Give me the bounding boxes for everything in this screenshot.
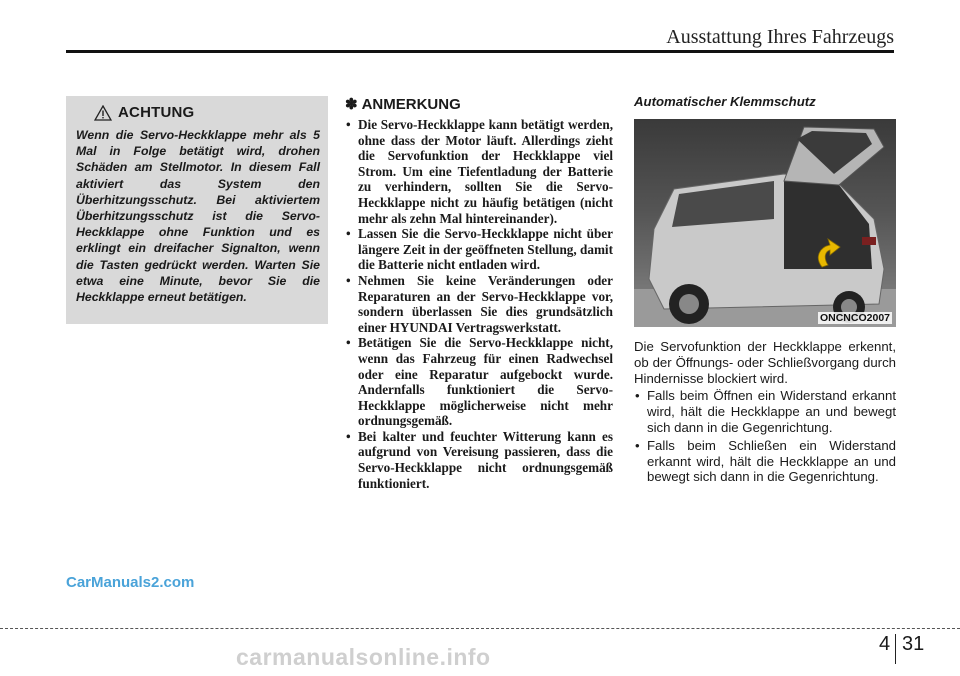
section-title: Automatischer Klemmschutz (634, 94, 816, 109)
note-item: • Die Servo-Heckklappe kann betätigt werden, ohne dass der Motor läuft. Allerdings zieht die Servofunktion der Heckklappe viel Strom. Um eine Tiefentladung der Batterie zu verhindern, sollten Sie die Servo-Heckklappe nicht zu häufig betätigen (nicht mehr als zehn Mal hintereinander). (345, 117, 613, 226)
note-item: • Betätigen Sie die Servo-Heckklappe nicht, wenn das Fahrzeug für einen Radwechsel oder eine Reparatur aufgebockt wurde. Andernfalls funktioniert die Servo-Heckklappe möglicherweise nicht mehr ordnungsgemäß. (345, 335, 613, 429)
note-item: • Bei kalter und feuchter Witterung kann es aufgrund von Vereisung passieren, dass die Servo-Heckklappe nicht ordnungsgemäß funktioniert. (345, 429, 613, 491)
note-title: ANMERKUNG (361, 95, 461, 113)
warning-heading (94, 104, 320, 121)
right-column (634, 94, 896, 487)
suv-tailgate-illustration (634, 119, 896, 327)
footer-dashed-line (0, 628, 960, 629)
intro-text: Die Servofunktion der Heckklappe erkennt, ob der Öffnungs- oder Schließvorgang durch Hindernisse blockiert wird. (634, 339, 896, 386)
right-list (634, 388, 896, 485)
watermark-top[interactable]: CarManuals2.com (66, 574, 195, 591)
note-item: • Lassen Sie die Servo-Heckklappe nicht über längere Zeit in der geöffneten Stellung, damit die Batterie nicht entladen wird. (345, 226, 613, 273)
image-id-label: ONCNCO2007 (819, 312, 890, 324)
note-symbol-icon: ✽ (345, 96, 358, 113)
section-number: 4 (879, 633, 891, 655)
right-list-item: • Falls beim Schließen ein Widerstand erkannt wird, hält die Heckklappe an und bewegt sich dann in die Gegenrichtung. (634, 438, 896, 485)
note-item: • Nehmen Sie keine Veränderungen oder Reparaturen an der Servo-Heckklappe vor, sondern überlassen Sie dies grundsätzlich einer HYUNDAI Vertragswerkstatt. (345, 273, 613, 335)
note-heading (345, 95, 613, 113)
page-number-divider (895, 634, 896, 664)
warning-text: Wenn die Servo-Heckklappe mehr als 5 Mal in Folge betätigt wird, drohen Schäden am Stellmotor. In diesem Fall aktiviert das System den Überhitzungsschutz. Bei aktiviertem Überhitzungsschutz ist die Servo-Heckklappe ohne Funktion und es erklingt ein dreifacher Signalton, wenn die Tasten gedrückt werden. Warten Sie etwa eine Minute, bevor Sie die Heckklappe erneut betätigen. (76, 128, 320, 305)
header-rule (66, 50, 894, 53)
warning-box (66, 96, 328, 324)
watermark-bottom: carmanualsonline.info (236, 644, 491, 670)
note-column (345, 95, 613, 491)
page-number: 31 (902, 633, 925, 655)
tailgate-photo (634, 119, 896, 327)
warning-title: ACHTUNG (118, 104, 195, 121)
right-list-item: • Falls beim Öffnen ein Widerstand erkannt wird, hält die Heckklappe an und bewegt sich dann in die Gegenrichtung. (634, 388, 896, 435)
note-list (345, 117, 613, 491)
warning-triangle-icon (94, 105, 112, 121)
page-header-title: Ausstattung Ihres Fahrzeugs (666, 26, 894, 48)
